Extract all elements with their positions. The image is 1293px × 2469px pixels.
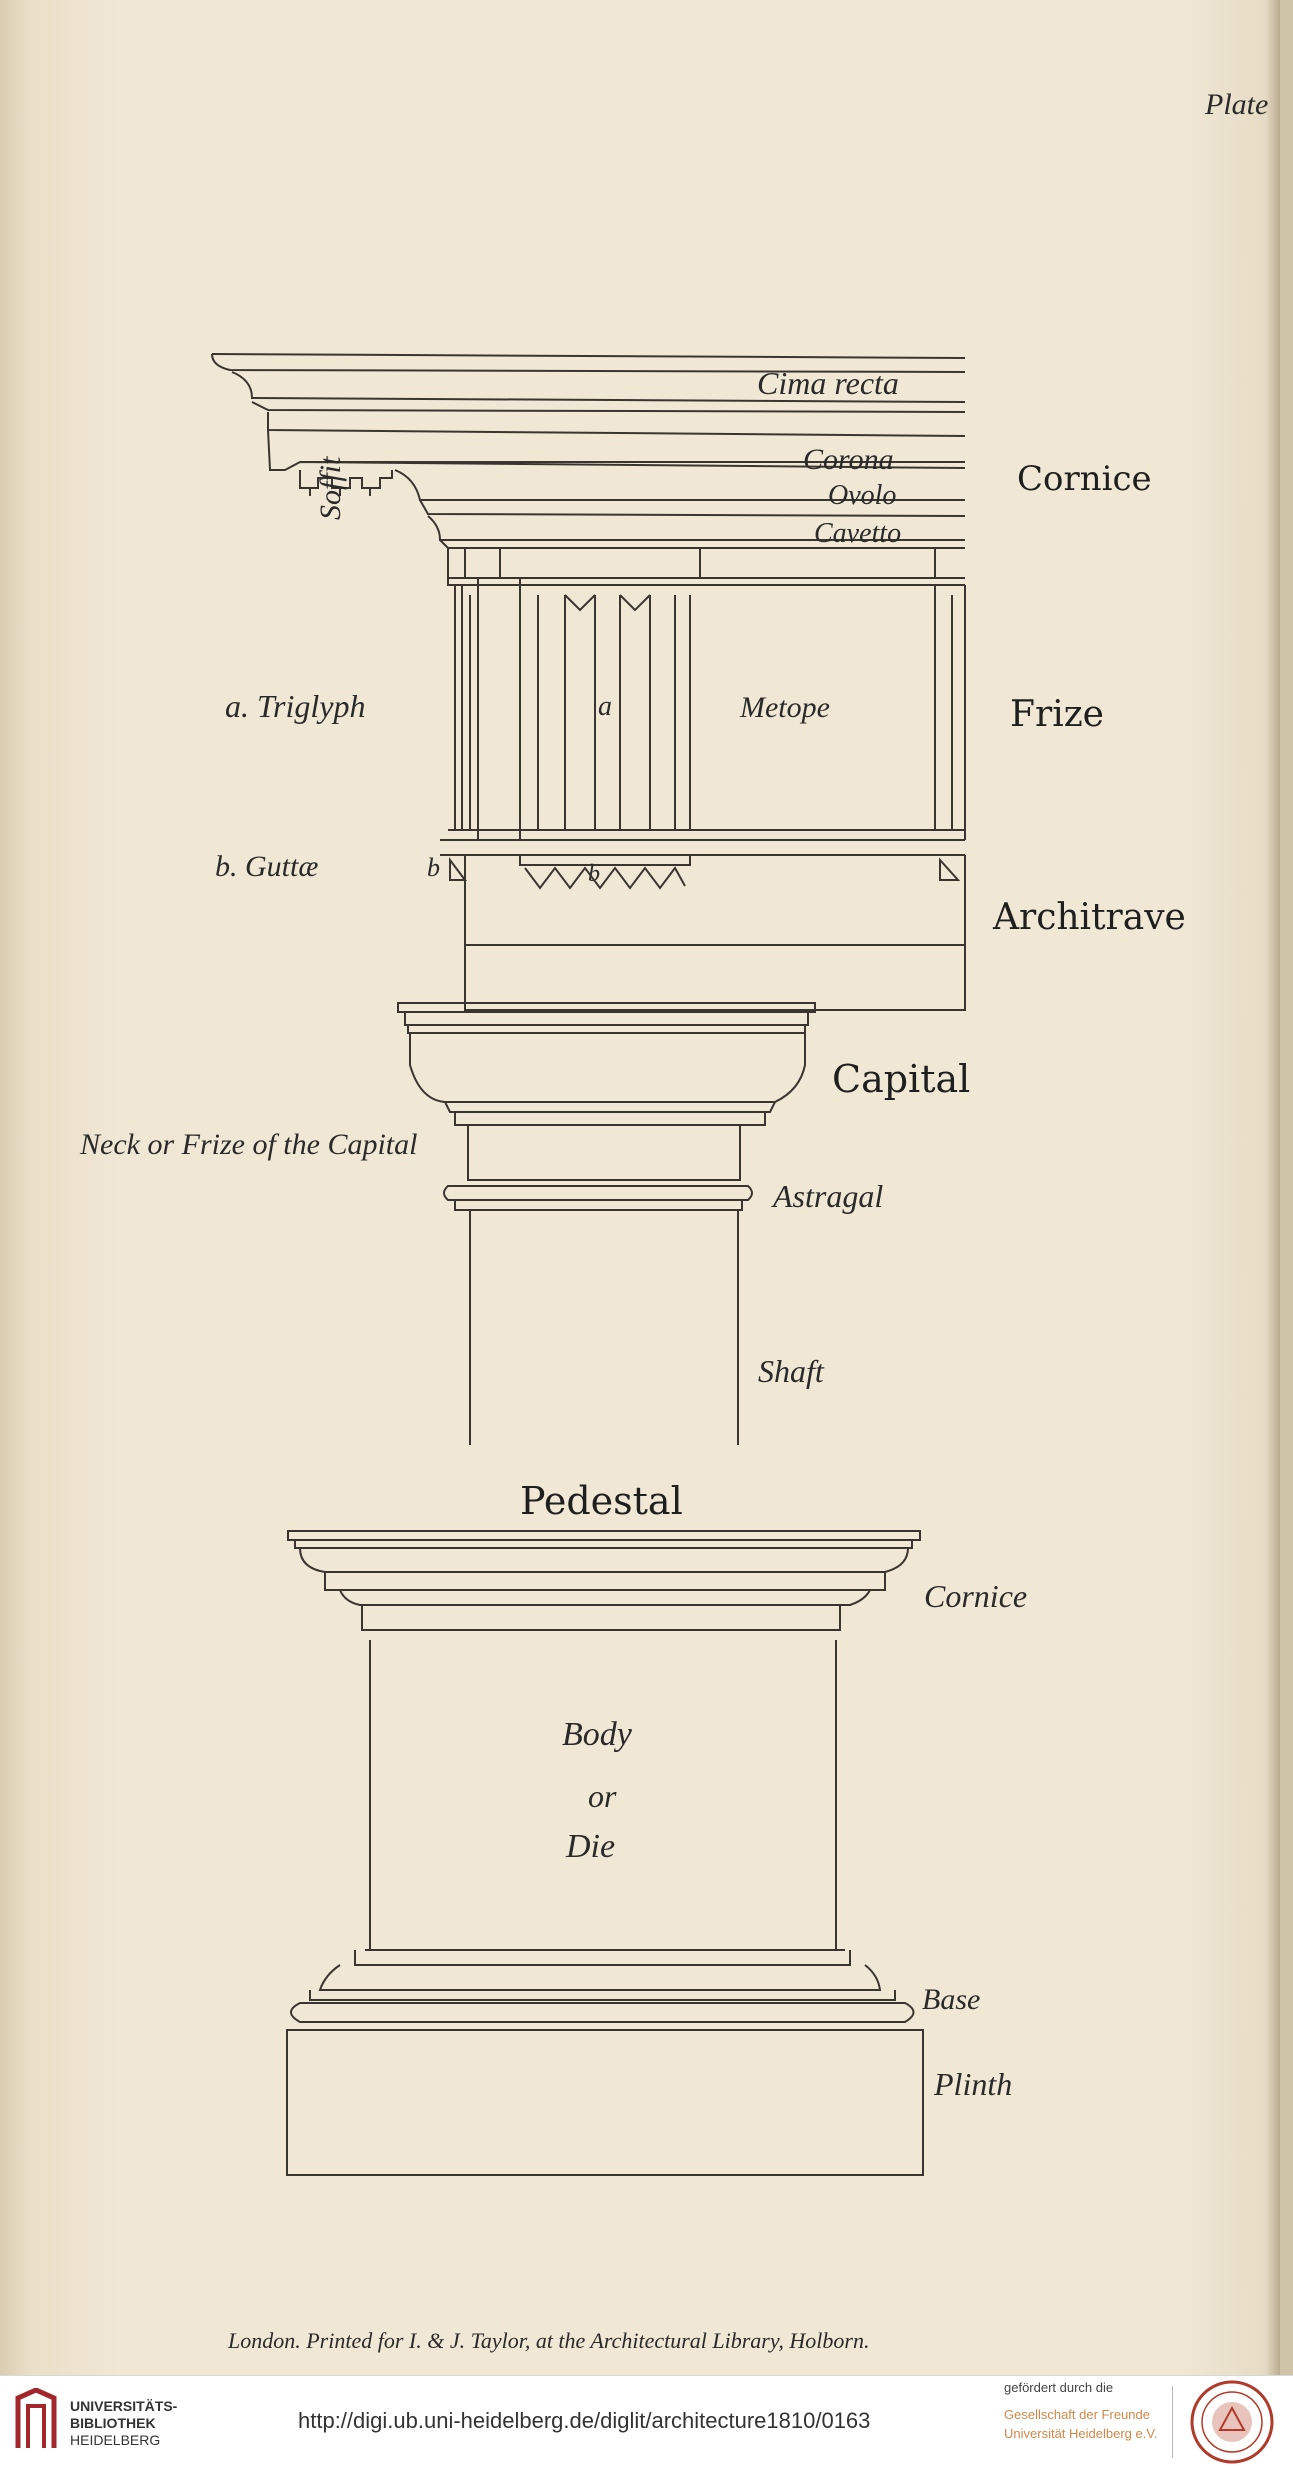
label-die: Die [566, 1828, 616, 1865]
ub-heidelberg-logo-text[interactable] [70, 2398, 177, 2449]
plate-label: Plate [1205, 88, 1269, 121]
permalink-url[interactable]: http://digi.ub.uni-heidelberg.de/diglit/architecture1810/0163 [298, 2408, 871, 2433]
ub-heidelberg-logo-icon[interactable] [14, 2388, 58, 2450]
label-body: Body [562, 1716, 632, 1753]
capital [398, 1003, 815, 1210]
logo-line-2: BIBLIOTHEK [70, 2415, 156, 2431]
imprint-line: London. Printed for I. & J. Taylor, at the Architectural Library, Holborn. [228, 2328, 870, 2353]
label-guttae: b. Guttæ [215, 850, 319, 883]
architrave-block [465, 855, 965, 1010]
sponsor-block[interactable] [1004, 2380, 1157, 2443]
pedestal-plinth [287, 2030, 923, 2175]
pedestal-base [291, 1950, 914, 2022]
society-seal-icon[interactable] [1190, 2380, 1274, 2464]
label-metope: Metope [740, 691, 830, 724]
shaft [470, 1210, 738, 1445]
label-plinth: Plinth [934, 2066, 1013, 2102]
footer-divider [1172, 2386, 1173, 2458]
logo-line-3: HEIDELBERG [70, 2432, 161, 2448]
sponsor-line-1: Gesellschaft der Freunde [1004, 2407, 1150, 2422]
guttae [450, 855, 958, 888]
label-triglyph-marker: a [598, 691, 612, 722]
label-base: Base [922, 1983, 981, 2016]
label-pedestal-title: Pedestal [520, 1479, 683, 1523]
label-soffit: Soffit [314, 456, 347, 520]
label-shaft: Shaft [758, 1353, 824, 1389]
logo-line-1: UNIVERSITÄTS- [70, 2398, 178, 2414]
label-cima-recta: Cima recta [757, 365, 899, 401]
label-astragal: Astragal [773, 1178, 884, 1214]
label-corona: Corona [803, 443, 894, 476]
label-pedestal-cornice: Cornice [924, 1578, 1028, 1614]
label-cornice: Cornice [1017, 459, 1152, 499]
label-guttae-marker-left: b [427, 853, 440, 882]
sponsor-intro: gefördert durch die [1004, 2380, 1114, 2395]
label-triglyph: a. Triglyph [225, 688, 366, 724]
label-guttae-marker-mid: b [588, 861, 600, 887]
label-ovolo: Ovolo [828, 480, 897, 511]
sponsor-line-2: Universität Heidelberg e.V. [1004, 2426, 1158, 2441]
label-architrave: Architrave [993, 897, 1186, 938]
label-capital: Capital [832, 1057, 971, 1101]
label-neck: Neck or Frize of the Capital [80, 1128, 418, 1161]
pedestal-cornice [288, 1531, 920, 1630]
frize-block [440, 548, 965, 855]
label-or: or [588, 1778, 617, 1814]
label-frize: Frize [1010, 694, 1104, 735]
label-cavetto: Cavetto [814, 518, 902, 549]
